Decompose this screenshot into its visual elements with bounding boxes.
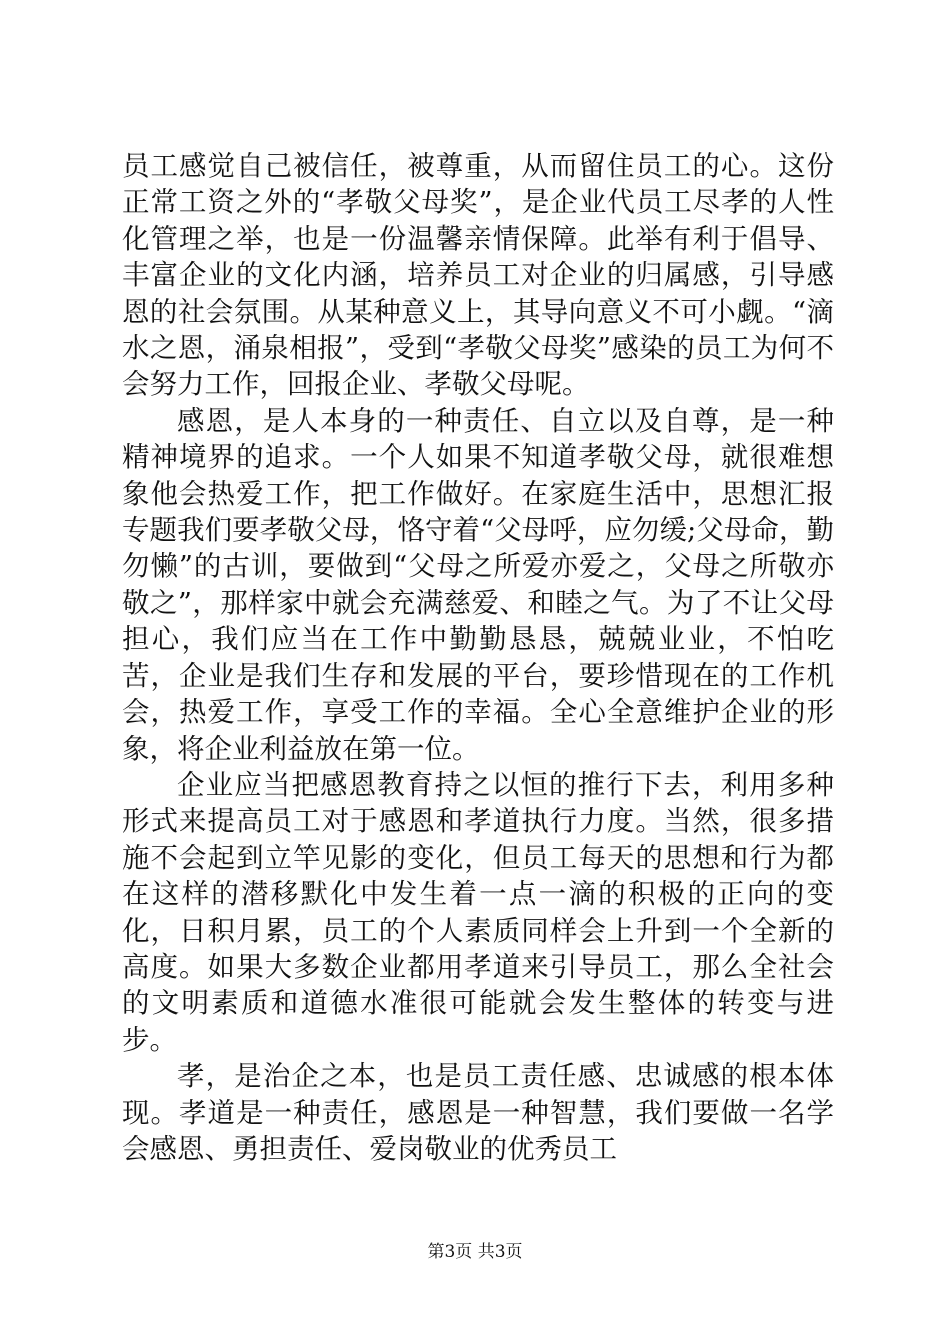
page-footer xyxy=(0,1242,950,1262)
paragraph-conclusion: 孝，是治企之本，也是员工责任感、忠诚感的根本体现。孝道是一种责任，感恩是一种智慧，我们要做一名学会感恩、勇担责任、爱岗敬业的优秀员工 xyxy=(122,1060,834,1165)
document-body xyxy=(122,148,834,1167)
page-number: 第3页 共3页 xyxy=(427,1242,523,1262)
paragraph-education: 企业应当把感恩教育持之以恒的推行下去，利用多种形式来提高员工对于感恩和孝道执行力度。当然，很多措施不会起到立竿见影的变化，但员工每天的思想和行为都在这样的潜移默化中发生着一点一滴的积极的正向的变化，日积月累，员工的个人素质同样会上升到一个全新的高度。如果大多数企业都用孝道来引导员工，那么全社会的文明素质和道德水准很可能就会发生整体的转变与进步。 xyxy=(122,768,834,1056)
paragraph-continuation: 员工感觉自己被信任，被尊重，从而留住员工的心。这份正常工资之外的“孝敬父母奖”，是企业代员工尽孝的人性化管理之举，也是一份温馨亲情保障。此举有利于倡导、丰富企业的文化内涵，培养员工对企业的归属感，引导感恩的社会氛围。从某种意义上，其导向意义不可小觑。“滴水之恩，涌泉相报”，受到“孝敬父母奖”感染的员工为何不会努力工作，回报企业、孝敬父母呢。 xyxy=(122,150,834,401)
paragraph-gratitude: 感恩，是人本身的一种责任、自立以及自尊，是一种精神境界的追求。一个人如果不知道孝敬父母，就很难想象他会热爱工作，把工作做好。在家庭生活中，思想汇报专题我们要孝敬父母，恪守着“父母呼，应勿缓;父母命，勤勿懒”的古训，要做到“父母之所爱亦爱之，父母之所敬亦敬之”，那样家中就会充满慈爱、和睦之气。为了不让父母担心，我们应当在工作中勤勤恳恳，兢兢业业，不怕吃苦，企业是我们生存和发展的平台，要珍惜现在的工作机会，热爱工作，享受工作的幸福。全心全意维护企业的形象，将企业利益放在第一位。 xyxy=(122,404,834,765)
